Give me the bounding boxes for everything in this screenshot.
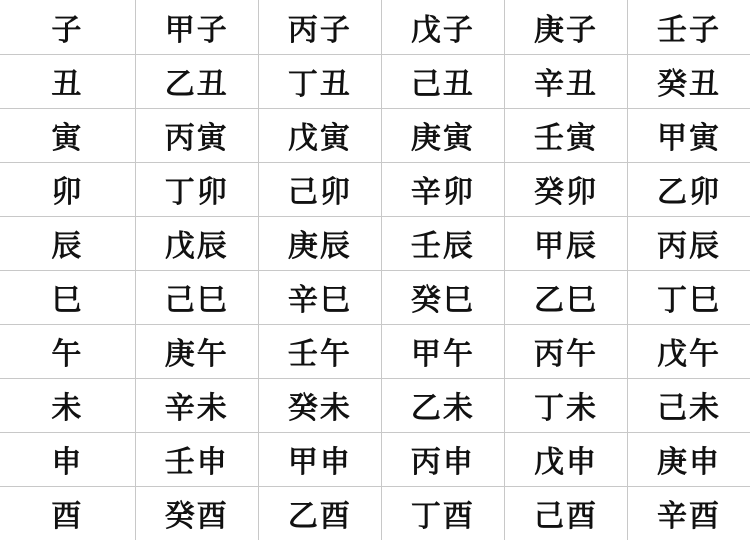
stem-branch-cell: 癸酉 [135,486,258,540]
stem-branch-cell: 辛卯 [381,162,504,216]
table-row [0,108,750,162]
stem-branch-cell: 丙子 [258,0,381,54]
earthly-branch-cell: 丑 [0,54,135,108]
stem-branch-cell: 甲寅 [628,108,750,162]
stem-branch-cell: 甲子 [135,0,258,54]
stem-branch-cell: 己卯 [258,162,381,216]
stem-branch-cell: 壬寅 [504,108,627,162]
stem-branch-cell: 乙未 [381,378,504,432]
stem-branch-cell: 癸巳 [381,270,504,324]
earthly-branch-cell: 未 [0,378,135,432]
stem-branch-cell: 戊辰 [135,216,258,270]
stem-branch-cell: 辛丑 [504,54,627,108]
stem-branch-cell: 癸丑 [628,54,750,108]
stem-branch-cell: 己酉 [504,486,627,540]
stem-branch-cell: 癸未 [258,378,381,432]
stem-branch-cell: 庚申 [628,432,750,486]
stem-branch-cell: 乙丑 [135,54,258,108]
table-row [0,270,750,324]
stem-branch-cell: 己丑 [381,54,504,108]
stem-branch-cell: 丁酉 [381,486,504,540]
stem-branch-cell: 壬辰 [381,216,504,270]
stem-branch-cell: 辛酉 [628,486,750,540]
stem-branch-cell: 戊寅 [258,108,381,162]
stem-branch-cell: 丙申 [381,432,504,486]
stem-branch-cell: 丁未 [504,378,627,432]
stem-branch-cell: 丁卯 [135,162,258,216]
stem-branch-cell: 己巳 [135,270,258,324]
stem-branch-cell: 庚子 [504,0,627,54]
table-row [0,324,750,378]
stem-branch-cell: 乙酉 [258,486,381,540]
table-row [0,486,750,540]
stem-branch-cell: 庚辰 [258,216,381,270]
stem-branch-cell: 癸卯 [504,162,627,216]
stem-branch-cell: 壬午 [258,324,381,378]
earthly-branch-cell: 辰 [0,216,135,270]
stem-branch-cell: 庚寅 [381,108,504,162]
stem-branch-cell: 己未 [628,378,750,432]
stem-branch-cell: 甲申 [258,432,381,486]
earthly-branch-cell: 午 [0,324,135,378]
table-row [0,432,750,486]
stem-branch-cell: 甲午 [381,324,504,378]
stem-branch-cell: 乙卯 [628,162,750,216]
earthly-branch-cell: 子 [0,0,135,54]
stem-branch-cell: 戊申 [504,432,627,486]
stem-branch-cell: 戊子 [381,0,504,54]
earthly-branch-cell: 巳 [0,270,135,324]
stem-branch-cell: 庚午 [135,324,258,378]
stem-branch-cell: 丙辰 [628,216,750,270]
earthly-branch-cell: 寅 [0,108,135,162]
stem-branch-cell: 壬申 [135,432,258,486]
stem-branch-cell: 戊午 [628,324,750,378]
stem-branch-cell: 甲辰 [504,216,627,270]
table-row [0,216,750,270]
stem-branch-cell: 辛未 [135,378,258,432]
table-row [0,54,750,108]
earthly-branch-cell: 申 [0,432,135,486]
stem-branch-cell: 丙寅 [135,108,258,162]
stem-branch-cell: 丁丑 [258,54,381,108]
stem-branch-cell: 辛巳 [258,270,381,324]
table-row [0,0,750,54]
table-row [0,162,750,216]
stem-branch-cell: 丙午 [504,324,627,378]
table-row [0,378,750,432]
earthly-branch-cell: 卯 [0,162,135,216]
stem-branch-cell: 丁巳 [628,270,750,324]
earthly-branch-cell: 酉 [0,486,135,540]
stem-branch-cell: 乙巳 [504,270,627,324]
stem-branch-cell: 壬子 [628,0,750,54]
